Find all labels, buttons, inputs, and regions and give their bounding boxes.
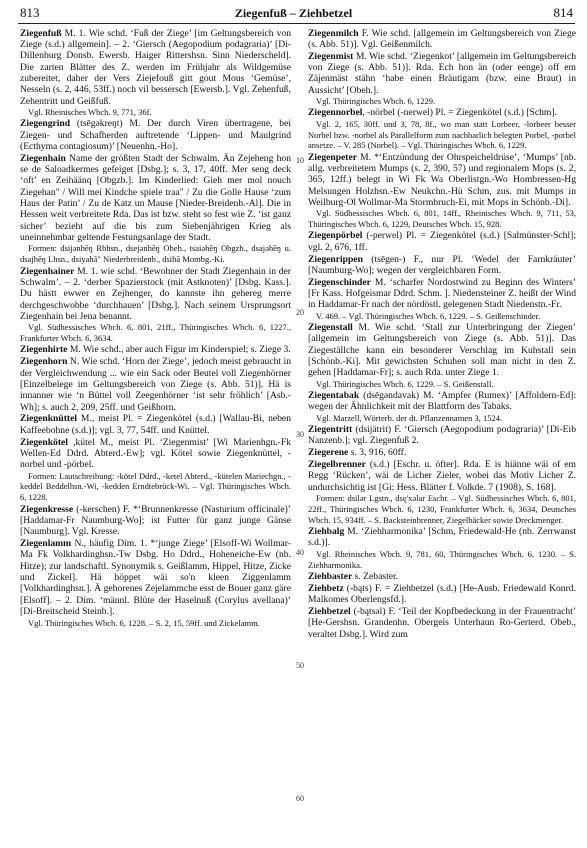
- entry-text: M. 1. Wie schd. ‘Fuß der Ziege’ [im Geltungsbereich von Ziege (s.d.) allgemein]. – 2. ‘Giersch (Aegopodium podagraria)’ [Di-Dillenburg Donsb. Ewersb. Haiger Rittershsn. Sinn Niederscheld]. Die zarten Blätter des Z. werden im Frühjahr als Wildgemüse zubereitet, daher der Vers Ziejefouß gitt gout Mous ‘Gemüse’, Nesseln (s. 2, 446, 53ff.) noch vil bessersch [Ewersb.]. Vgl. Zehenfuß, Zehentritt und Geißfuß.: [20, 27, 291, 107]
- entry-text: (tsēgəkreŋt) M. Der durch Viren übertragene, bei Ziegen- und Schafherden auftretende ‘Lippen- und Maulgrind (Ecthyma contagiosum)’ [Neuenhn.-Ho].: [20, 118, 291, 152]
- dictionary-entry: [20, 266, 291, 323]
- dictionary-entry: [20, 28, 291, 107]
- entry-text: (dsijätrit) F. ‘Giersch (Aegopodium podagraria)’ [Di-Eib Nanzenb.]; vgl. Ziegenfuß 2.: [308, 424, 576, 447]
- line-number: 50: [296, 661, 304, 670]
- dictionary-entry: [308, 322, 576, 379]
- entry-text: M. ‘scharfer Nordostwind zu Beginn des Winters’ [Fr Kass. Hofgeismar Ddrd. Schm. ]. Niedensteiner Z. heißt der Wind in Haddamar-Fr nach der nördöstl. gelegenen Stadt Niedenstn.-Fr.: [308, 276, 576, 311]
- line-number: 30: [296, 430, 304, 439]
- page-number-left: 813: [20, 5, 40, 20]
- dictionary-entry: [308, 230, 576, 253]
- dictionary-entry: [20, 538, 291, 617]
- entry-text: (-bątsəl) F. ‘Teil der Kopfbedeckung in der Frauentracht’ [He-Gershsn. Grandenhn. Obergeis Unterhaun Ro-Gerterd. Obeb., veraltet Dsbg.]. Wird zum: [308, 605, 576, 640]
- entry-text: M. Wie schd. ‘Ziegenkot’ [allgemein im Geltungsbereich von Ziege (s. Abb. 51)]. Rda. Ech hon än (oder eenge) off em Zäjenmäst stähn ‘habe einen Bräutigam (bzw. eine Braut) in Aussicht’ [Obeh.].: [308, 50, 576, 96]
- dictionary-entry: [308, 277, 576, 311]
- dictionary-entry: [308, 606, 576, 640]
- reference-note: Vgl. Thüringisches Wbch. 6, 1229.: [316, 96, 436, 107]
- entry-text: N., häufig Dim. 1. *‘junge Ziege’ [Elsoff-Wi Wollmar-Ma Fk Volkhardinghsn.-Tw Dsbg. Ho Ddrd., Hoheneiche-Ew (nb. Hitze); zur landschaftl. Synonymik s. Geißlamm, Hippel, Hitze, Zicke und Zickel]. Hä höppet wäi so'n kleen Ziggenlamm [Volkhardinghsn.]. Ä gehorenes Zejelammche esst de Bouer ganz gäre [Elsoff]. – 2. Dim. ‘männl. Blüte der Haselnuß (Corylus avellana)’ [Di-Breitscheid Steinb.].: [20, 538, 291, 618]
- reference-note: V. 469. – Vgl. Thüringisches Wbch. 6, 1229. – S. Geißenschinder.: [316, 310, 541, 321]
- headword: Ziehbalg: [308, 526, 345, 538]
- headword: Ziegenknüttel: [20, 413, 78, 425]
- header-rule: [18, 23, 575, 24]
- reference-note: Vgl. Marzell, Wörterb. der dt. Pflanzennamen 3, 1524.: [316, 412, 503, 423]
- headword: Ziehbetz: [308, 582, 344, 594]
- headword: Ziegengrind: [20, 118, 71, 130]
- headword: Ziegerene: [308, 447, 349, 459]
- entry-text: (-bąts) F. = Ziehbetzel (s.d.) [He-Ausb. Friedewald Konrd. Malkomes Oberlengsfd.].: [308, 582, 576, 606]
- reference-note: Formen: Lautschreibung: -kötel Ddrd., -ketel Abterd., -kütelen Mariechgn., -keddel Beddelhsn.-Wi, -kedden Erndtebrück-Wi. – Vgl. Thüringisches Wbch. 6, 1228.: [20, 470, 291, 503]
- dictionary-entry: [308, 107, 576, 118]
- headword: Ziegenpeter: [308, 151, 358, 163]
- headword: Ziegenpörbel: [308, 230, 363, 242]
- dictionary-entry: [20, 344, 291, 355]
- headword: Ziegenhain: [20, 152, 66, 164]
- dictionary-entry: [308, 424, 576, 447]
- left-column: [20, 27, 291, 628]
- headword: Ziegenmist: [308, 50, 354, 62]
- dictionary-entry: [308, 459, 576, 493]
- entry-text: (s.d.) [Eschr. u. öfter]. Rda. E is hiänne wäi of em Regg ‘Rücken’, wäi de Licher Zieler, wobei das Motiv Licher Z. undurchsichtig ist [Gi: Hess. Blätter f. Volkde. 7 (1908), S. 168].: [308, 459, 576, 493]
- dictionary-entry: [308, 390, 576, 413]
- dictionary-entry: [308, 571, 576, 582]
- entry-text: (dsēgəndavak) M. ‘Ampfer (Rumex)’ [Affoldern-Ed]: wegen der Ähnlichkeit mit der Blattform des Tabaks.: [308, 390, 576, 413]
- entry-text: M. Wie schd., aber auch Figur im Kinderspiel; s. Ziege 3.: [67, 344, 291, 356]
- reference-note: Formen: dsijənhēŋ Rbhsn., dsejənhēŋ Obeh., tsaiəhēŋ Obgzb., dsajəhēŋ u. dsajhēŋ Lhsn., dsiyahā" Niederbreidenb., dsihā Mombg.-Ki.: [20, 243, 291, 265]
- reference-note: Vgl. Thüringisches Wbch. 6, 1228. – S. 2, 15, 59ff. und Zickelamm.: [28, 617, 260, 628]
- headword: Ziegenmilch: [308, 27, 359, 39]
- line-number: 10: [296, 156, 304, 165]
- entry-text: Name der größten Stadt der Schwalm. Än Zejeheng hon se de Saloadkermes gefeiget [Dsbg.]; s. 3, 17, 40ff. Mer seng deck ‘oft’ en Zeihäänq [Obgzb.]. Im Kinderlied: Gieh mer mol nouch Ziegehan" / Will mei Kindche spiele traa" / Zu die Golle Hause ‘zum Haus der Patin’ / Zu de Katz un Mause [Nieder-Breidenb.-Al]. Die in Hessen weit verbreitete Rda. Das ist bzw. steht so fest wie Z. ‘ist ganz sicher’ bezieht auf die bis zum Siebenjährigen Krieg als uneinnehmbar geltende Festungsanlage der Stadt.: [20, 152, 291, 244]
- right-column: [308, 27, 576, 640]
- entry-text: , -nörbel (-nerwel) Pl. = Ziegenkötel (s.d.) [Schm].: [362, 107, 557, 119]
- headword: Ziegentritt: [308, 424, 353, 436]
- dictionary-entry: [308, 51, 576, 96]
- page-number-right: 814: [553, 5, 573, 20]
- headword: Ziegenstall: [308, 322, 353, 334]
- entry-text: M. Wie schd. ‘Stall zur Unterbringung der Ziegen’ [allgemein im Geltungsbereich von Ziege (s. Abb. 51)]. Das Ziegeställche kann ein besonderer Verschlag im Kuhstall sein [Schönb.-Ki]. Mit gewichsten Schuhen soll man nicht in den Z. gehen [Haddamar-Fr]; s. auch Rda. unter Ziege 1.: [308, 322, 576, 379]
- entry-text: ,kütel M., meist Pl. ‘Ziegenmist’ [Wi Marienhgn.-Fk Wellen-Ed Ddrd. Abterd.-Ew]; vgl. Kötel sowie Ziegenknüttel, -norbel und -pörbel.: [20, 436, 291, 471]
- entry-text: M., meist Pl. = Ziegenkötel (s.d.) [Wallau-Bi, neben Kaffeebohne (s.d.)]; vgl. 3, 77, 54ff. und Knüttel.: [20, 413, 291, 436]
- entry-text: F. Wie schd. [allgemein im Geltungsbereich von Ziege (s. Abb. 51)]. Vgl. Geißenmilch.: [308, 27, 576, 50]
- entry-text: (-perwel) Pl. = Ziegenkötel (s.d.) [Salmünster-Schl]; vgl. 2, 676, 1ff.: [308, 230, 576, 253]
- running-head: Ziegenfuß – Ziehbetzel: [234, 6, 353, 20]
- dictionary-entry: [20, 153, 291, 244]
- headword: Ziegentabak: [308, 390, 360, 402]
- reference-note: Vgl. Südhessisches Wbch. 6, 801, 14ff., Rheinisches Wbch. 9, 711, 53, Thüringisches Wbch. 6, 1229, Deutsches Wbch. 15, 928.: [308, 208, 576, 230]
- dictionary-entry: [308, 583, 576, 606]
- dictionary-entry: [20, 356, 291, 413]
- headword: Ziehbetzel: [308, 605, 351, 617]
- dictionary-entry: [308, 254, 576, 277]
- line-number: 40: [296, 548, 304, 557]
- dictionary-entry: [308, 152, 576, 209]
- entry-text: M. ‘Ziehharmonika’ [Schm, Friedewald-He (nb. Zerrwanst s.d.)].: [308, 526, 576, 549]
- dictionary-entry: [20, 413, 291, 436]
- dictionary-entry: [20, 437, 291, 471]
- line-number: 60: [296, 794, 304, 803]
- headword: Ziegenhainer: [20, 265, 75, 277]
- headword: Ziegenhorn: [20, 356, 68, 368]
- headword: Ziegenschinder: [308, 276, 371, 288]
- headword: Ziehbaster: [308, 570, 353, 582]
- reference-note: Vgl. Thüringisches Wbch. 6, 1229. – S. Geißenstall.: [316, 378, 494, 389]
- entry-text: s. Zebaster.: [352, 570, 399, 582]
- headword: Ziegenlamm: [20, 538, 72, 550]
- dictionary-entry: [308, 526, 576, 549]
- reference-note: Vgl. Rheinisches Wbch. 9, 781, 60, Thüringisches Wbch. 6, 1230. – S. Ziehharmonika.: [308, 548, 576, 570]
- entry-text: (-kerschen) F. *‘Brunnenkresse (Nasturium officinale)’ [Haddamar-Fr Naumburg-Wo]; ist Futter für ganz junge Gänse [Naumburg]. Vgl. Kresse.: [20, 503, 291, 538]
- headword: Ziegenkresse: [20, 503, 74, 515]
- dictionary-entry: [20, 118, 291, 152]
- headword: Ziegenfuß: [20, 27, 62, 39]
- headword: Ziegenhirte: [20, 344, 68, 356]
- entry-text: N. Wie schd. ‘Horn der Ziege’, jedoch meist gebraucht in der Vergleichwendung ... wie ein Sack oder Beutel voll Ziegenhörner [Einzelbelege im Geltungsbereich von Ziege (s. Abb. 51)]. Hä is innanner wie ‘n Büttel voll Zeegenhörner ‘ist sehr fröhlich’ [Asb.-Wh]; s. auch 2, 209, 25ff. und Geißhorn.: [20, 356, 291, 413]
- dictionary-entry: [308, 28, 576, 51]
- headword: Ziegennorbel: [308, 107, 363, 119]
- dictionary-entry: [308, 447, 576, 458]
- entry-text: M. *‘Entzündung der Ohrspeicheldrüse’, ‘Mumps’ [nb. allg. verbreitetem Mumps (s. 2, 390, 57) und regionalem Mops (s. 2, 365, 12ff.) belegt in Wi Fk Wa Oberlistgn.-Wo Hombressen-Hg Melsungen Holzhsn.-Ew Neukchn.-Hü Schm, zus. mit Mumps in Weilburg-Ol Wollmar-Ma Stormbruch-Ei, mit Mops in Schönb.-Di].: [308, 151, 576, 208]
- dictionary-entry: [20, 504, 291, 538]
- reference-note: Formen: dsilər Lgstn., dsę'xəlar Eschr. – Vgl. Südhessisches Wbch. 6, 801, 22ff., Thüringisches Wbch. 6, 1230, Frankfurter Wbch. 6, 3634, Deutsches Wbch. 15, 934ff. – S. Backsteinbrenner, Ziegelbäcker sowie Dreckmenger.: [308, 493, 576, 525]
- headword: Ziegelbrenner: [308, 459, 366, 471]
- reference-note: Vgl. Südhessisches Wbch. 6, 801, 21ff., Thüringisches Wbch. 6, 1227., Frankfurter Wbch. 6, 3634.: [20, 322, 291, 344]
- entry-text: s. 3, 916, 60ff.: [348, 447, 407, 459]
- headword: Ziegenkötel: [20, 436, 68, 448]
- line-number: 20: [296, 308, 304, 317]
- reference-note: Vgl. 2, 165, 30ff. und 3, 78, 8f., wo man statt Lorbeer, -lorbeer besser Norbel bzw. -norbel als Parallelform zum nachbarlich belegten Porbel, -porbel ansetze. – V. 285 (Norbel). – Vgl. Thüringisches Wbch. 6, 1229.: [308, 118, 576, 151]
- entry-text: M. 1. wie schd. ‘Bewohner der Stadt Ziegenhain in der Schwalm’. – 2. ‘derber Spazierstock (mit Astknoten)’ [Dsbg. Kass.]. Du hästt ewwer en Zejhenger, do kannste ihn gehereg merre derchgeschwobbe ‘durchhauen’ [Dsbg.]. Nach seinem Ursprungsort Ziegenhain bei Jena benannt.: [20, 265, 291, 322]
- reference-note: Vgl. Rheinisches Wbch. 9, 771, 36f.: [28, 106, 152, 117]
- entry-text: (tsēgen-) F., nur Pl. ‘Wedel der Farnkräuter’ [Naumburg-Wo]; wegen der vergleichbaren Form.: [308, 253, 576, 276]
- headword: Ziegenrippen: [308, 253, 363, 265]
